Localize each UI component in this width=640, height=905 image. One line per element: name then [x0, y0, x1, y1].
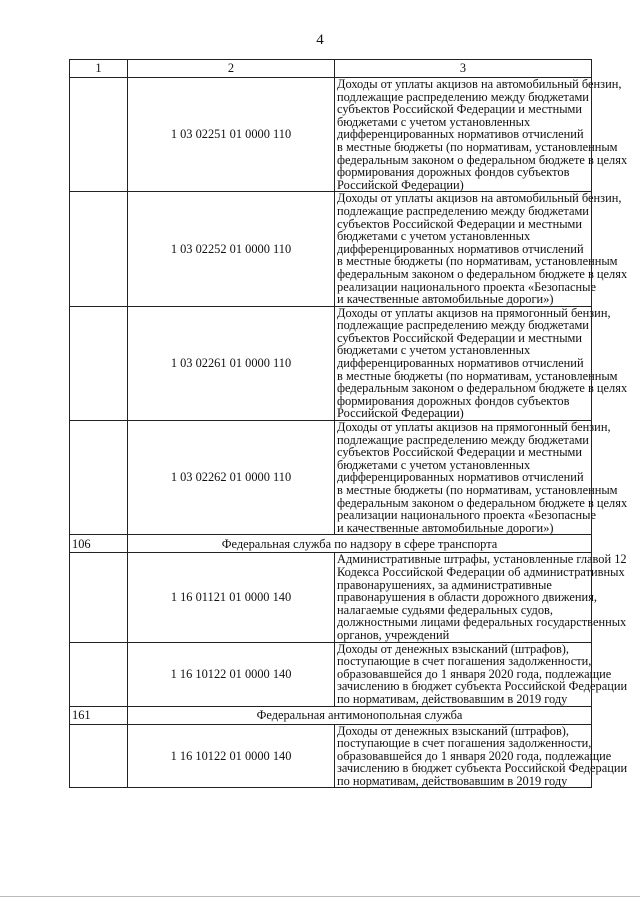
description-line: бюджетами с учетом установленных [337, 114, 531, 129]
description-line: в местные бюджеты (по нормативам, установленным [337, 139, 618, 154]
table-header-row [70, 60, 592, 78]
description-line: правонарушения в области дорожного движения, [337, 590, 597, 605]
revenue-description [335, 641, 628, 706]
administrator-name: Федеральная антимонопольная служба [128, 706, 592, 724]
description-line: формирования дорожных фондов субъектов [337, 393, 570, 408]
table-row [70, 192, 592, 306]
description-line: субъектов Российской Федерации и местными [337, 330, 583, 345]
admin-code-cell [70, 553, 128, 642]
description-line: бюджетами с учетом установленных [337, 229, 531, 244]
revenue-description [335, 191, 628, 307]
description-line: дифференцированных нормативов отчислений [337, 127, 584, 142]
revenue-description [335, 77, 628, 192]
page-bottom-edge [0, 896, 640, 897]
description-line: Доходы от уплаты акцизов на прямогонный бензин, [337, 305, 611, 320]
table-row [70, 724, 592, 788]
description-line: Доходы от денежных взысканий (штрафов), [337, 723, 570, 738]
description-line: и качественные автомобильные дороги») [337, 520, 554, 535]
description-line: реализации национального проекта «Безопасные [337, 508, 596, 523]
revenue-code: 1 03 02252 01 0000 110 [128, 192, 335, 306]
description-line: Кодекса Российской Федерации об административных [337, 564, 625, 579]
admin-code-cell: 161 [70, 706, 128, 724]
revenue-code: 1 16 01121 01 0000 140 [128, 553, 335, 642]
description-line: зачислению в бюджет субъекта Российской Федерации [337, 679, 628, 694]
description-line: федеральным законом о федеральном бюджете в целях [337, 152, 628, 167]
description-line: Доходы от денежных взысканий (штрафов), [337, 641, 570, 656]
revenue-code: 1 03 02251 01 0000 110 [128, 78, 335, 192]
description-line: субъектов Российской Федерации и местными [337, 102, 583, 117]
header-col-2: 2 [128, 60, 335, 78]
description-line: в местные бюджеты (по нормативам, установленным [337, 483, 618, 497]
description-line: Административные штрафы, установленные главой 12 [337, 552, 627, 567]
header-col-1: 1 [70, 60, 128, 78]
revenue-table [69, 59, 628, 788]
page-number: 4 [316, 32, 324, 48]
description-line: Доходы от уплаты акцизов на автомобильный бензин, [337, 191, 622, 206]
description-line: Доходы от уплаты акцизов на автомобильный бензин, [337, 77, 622, 91]
description-line: зачислению в бюджет субъекта Российской Федерации [337, 761, 628, 776]
description-line: налагаемые судьями федеральных судов, [337, 602, 553, 617]
description-line: бюджетами с учетом установленных [337, 457, 531, 472]
table-row [70, 553, 592, 642]
description-line: Российской Федерации) [337, 177, 464, 192]
description-line: поступающие в счет погашения задолженности, [337, 654, 592, 669]
administrator-row [70, 535, 592, 553]
revenue-description [335, 552, 627, 642]
revenue-code: 1 16 10122 01 0000 140 [128, 642, 335, 706]
description-line: федеральным законом о федеральном бюджете в целях [337, 495, 628, 510]
admin-code-cell [70, 78, 128, 192]
description-line: Российской Федерации) [337, 406, 464, 421]
description-line: бюджетами с учетом установленных [337, 343, 531, 358]
description-line: формирования дорожных фондов субъектов [337, 165, 570, 180]
description-line: образовавшейся до 1 января 2020 года, подлежащие [337, 666, 612, 681]
description-line: поступающие в счет погашения задолженности, [337, 736, 592, 751]
description-line: и качественные автомобильные дороги») [337, 292, 554, 307]
revenue-code: 1 03 02262 01 0000 110 [128, 421, 335, 535]
table-row [70, 421, 592, 535]
description-line: субъектов Российской Федерации и местными [337, 216, 583, 231]
description-line: федеральным законом о федеральном бюджете в целях [337, 266, 628, 281]
admin-code-cell [70, 306, 128, 420]
description-line: Доходы от уплаты акцизов на прямогонный бензин, [337, 420, 611, 435]
description-line: федеральным законом о федеральном бюджете в целях [337, 381, 628, 396]
description-line: правонарушениях, за административные [337, 577, 552, 592]
admin-code-cell [70, 192, 128, 306]
description-line: в местные бюджеты (по нормативам, установленным [337, 254, 618, 269]
description-line: должностными лицами федеральных государственных [337, 615, 627, 630]
description-line: дифференцированных нормативов отчислений [337, 356, 584, 371]
admin-code-cell [70, 642, 128, 706]
description-line: дифференцированных нормативов отчислений [337, 470, 584, 485]
table-row [70, 78, 592, 192]
description-line: субъектов Российской Федерации и местными [337, 445, 583, 460]
revenue-description [335, 723, 628, 788]
description-line: в местные бюджеты (по нормативам, установленным [337, 368, 618, 383]
administrator-name: Федеральная служба по надзору в сфере транспорта [128, 535, 592, 553]
revenue-description [335, 420, 628, 535]
description-line: образовавшейся до 1 января 2020 года, подлежащие [337, 748, 612, 763]
admin-code-cell [70, 421, 128, 535]
description-line: органов, учреждений [337, 627, 450, 642]
table-row [70, 642, 592, 706]
header-col-3: 3 [335, 60, 592, 78]
admin-code-cell [70, 724, 128, 788]
description-line: подлежащие распределению между бюджетами [337, 432, 589, 447]
revenue-code: 1 03 02261 01 0000 110 [128, 306, 335, 420]
revenue-description [335, 305, 628, 421]
admin-code-cell: 106 [70, 535, 128, 553]
description-line: реализации национального проекта «Безопасные [337, 279, 596, 294]
description-line: по нормативам, действовавшим в 2019 году [337, 773, 568, 788]
table-row [70, 306, 592, 420]
description-line: подлежащие распределению между бюджетами [337, 318, 589, 333]
description-line: подлежащие распределению между бюджетами [337, 203, 589, 218]
description-line: подлежащие распределению между бюджетами [337, 89, 589, 104]
description-line: по нормативам, действовавшим в 2019 году [337, 691, 568, 706]
revenue-code: 1 16 10122 01 0000 140 [128, 724, 335, 788]
administrator-row [70, 706, 592, 724]
description-line: дифференцированных нормативов отчислений [337, 241, 584, 256]
